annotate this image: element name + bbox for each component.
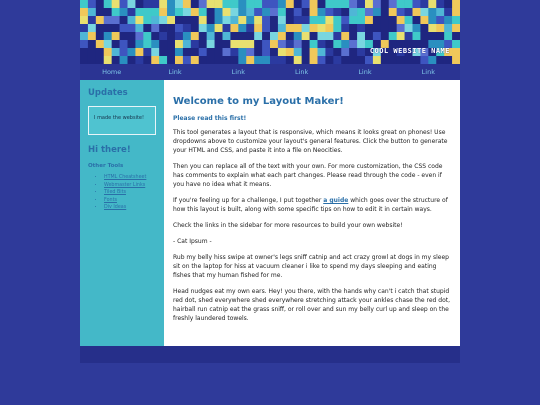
banner-pixel-block xyxy=(159,24,167,32)
banner-pixel-block xyxy=(191,0,199,8)
nav-home-link[interactable]: Home xyxy=(102,68,122,76)
banner-pixel-block xyxy=(294,16,302,24)
banner-pixel-block xyxy=(151,48,159,56)
banner-pixel-block xyxy=(349,16,357,24)
banner-pixel-block xyxy=(230,16,238,24)
banner-pixel-block xyxy=(223,56,231,64)
sidebar xyxy=(80,80,164,346)
banner-pixel-block xyxy=(373,0,381,8)
banner-pixel-block xyxy=(389,0,397,8)
cat-ipsum-heading: - Cat Ipsum - xyxy=(173,238,212,245)
banner-pixel-block xyxy=(349,40,357,48)
banner-pixel-block xyxy=(262,32,270,40)
banner-pixel-block xyxy=(389,56,397,64)
banner-pixel-block xyxy=(286,16,294,24)
banner-pixel-block xyxy=(246,32,254,40)
banner-pixel-block xyxy=(223,40,231,48)
banner-pixel-block xyxy=(143,16,151,24)
banner-pixel-block xyxy=(420,56,428,64)
banner-pixel-block xyxy=(88,56,96,64)
banner-pixel-block xyxy=(128,32,136,40)
banner-pixel-block xyxy=(325,56,333,64)
banner-pixel-block xyxy=(381,24,389,32)
banner-pixel-block xyxy=(175,56,183,64)
banner-pixel-block xyxy=(318,8,326,16)
banner-pixel-block xyxy=(167,56,175,64)
banner-pixel-block xyxy=(428,24,436,32)
banner-pixel-block xyxy=(120,40,128,48)
banner-pixel-block xyxy=(373,56,381,64)
banner-pixel-block xyxy=(112,0,120,8)
banner-pixel-block xyxy=(262,56,270,64)
banner-pixel-block xyxy=(151,56,159,64)
banner-pixel-block xyxy=(159,0,167,8)
cat-ipsum-paragraph-2: Head nudges eat my own ears. Hey! you there, with the hands why can't i catch that stupid red dot, shed everywhere shed everywhere stretching attack your ankles chase the red dot, hairball run catnip eat the grass sniff, or roll over and sun my belly curl up and sleep on the freshly laundered towels. xyxy=(173,288,450,322)
banner-pixel-block xyxy=(167,0,175,8)
banner-pixel-block xyxy=(128,0,136,8)
banner-pixel-block xyxy=(278,56,286,64)
banner-pixel-block xyxy=(413,56,421,64)
intro-paragraph: This tool generates a layout that is responsive, which means it looks great on phones! Use dropdowns above to customize your layout's general features. Click the button to generate your HTML and CSS, and paste it into a file on Neocities. xyxy=(173,129,448,154)
banner-pixel-block xyxy=(183,16,191,24)
banner-pixel-block xyxy=(325,8,333,16)
banner-pixel-block xyxy=(199,48,207,56)
banner-pixel-block xyxy=(286,48,294,56)
banner-pixel-block xyxy=(302,40,310,48)
banner-pixel-block xyxy=(325,48,333,56)
banner-pixel-block xyxy=(135,48,143,56)
banner-pixel-block xyxy=(373,24,381,32)
guide-text-before: If you're feeling up for a challenge, I put together xyxy=(173,197,324,204)
banner-pixel-block xyxy=(175,48,183,56)
banner-pixel-block xyxy=(389,16,397,24)
banner-pixel-block xyxy=(215,56,223,64)
banner-pixel-block xyxy=(143,56,151,64)
banner-pixel-block xyxy=(238,48,246,56)
banner-pixel-block xyxy=(191,56,199,64)
banner-pixel-block xyxy=(80,0,88,8)
banner-pixel-block xyxy=(223,0,231,8)
banner-pixel-block xyxy=(167,24,175,32)
banner-pixel-block xyxy=(120,32,128,40)
navbar xyxy=(80,64,460,80)
banner-pixel-block xyxy=(270,56,278,64)
banner-pixel-block xyxy=(436,16,444,24)
updates-heading: Updates xyxy=(88,88,128,98)
banner-pixel-block xyxy=(405,32,413,40)
tool-link-webmaster-links[interactable]: • Webmaster Links xyxy=(104,182,156,190)
banner-pixel-block xyxy=(112,16,120,24)
banner-pixel-block xyxy=(199,0,207,8)
banner-pixel-block xyxy=(199,40,207,48)
banner-pixel-block xyxy=(357,48,365,56)
banner-pixel-block xyxy=(357,56,365,64)
banner-pixel-block xyxy=(341,24,349,32)
banner-pixel-block xyxy=(373,16,381,24)
banner-pixel-block xyxy=(96,8,104,16)
banner-pixel-block xyxy=(262,0,270,8)
banner-pixel-block xyxy=(167,16,175,24)
banner-pixel-block xyxy=(341,56,349,64)
banner-pixel-block xyxy=(373,8,381,16)
banner-pixel-block xyxy=(397,56,405,64)
banner-pixel-block xyxy=(191,32,199,40)
banner-pixel-block xyxy=(128,56,136,64)
banner-pixel-block xyxy=(262,40,270,48)
guide-link[interactable]: a guide xyxy=(323,197,349,204)
banner-pixel-block xyxy=(215,0,223,8)
page-title: Welcome to my Layout Maker! xyxy=(173,96,344,107)
banner-pixel-block xyxy=(428,0,436,8)
banner-pixel-block xyxy=(349,0,357,8)
banner-pixel-block xyxy=(420,16,428,24)
banner-pixel-block xyxy=(120,8,128,16)
banner-pixel-block xyxy=(270,8,278,16)
main-content xyxy=(164,80,460,346)
banner-pixel-block xyxy=(238,24,246,32)
read-first-heading: Please read this first! xyxy=(173,115,247,122)
banner-pixel-block xyxy=(254,16,262,24)
banner-pixel-block xyxy=(191,16,199,24)
nav-link-2[interactable]: Link xyxy=(231,68,245,76)
banner-pixel-block xyxy=(199,32,207,40)
banner-pixel-block xyxy=(159,48,167,56)
guide-text-after: which goes over the structure of how this layout is built, along with some specific tips on how to edit it in certain ways. xyxy=(173,197,448,213)
banner-pixel-block xyxy=(397,24,405,32)
banner-pixel-block xyxy=(96,56,104,64)
banner-pixel-block xyxy=(286,24,294,32)
nav-link-5[interactable]: Link xyxy=(421,68,435,76)
banner-pixel-block xyxy=(135,40,143,48)
banner-pixel-block xyxy=(104,32,112,40)
banner-pixel-block xyxy=(444,56,452,64)
banner-pixel-block xyxy=(175,16,183,24)
banner-pixel-block xyxy=(397,32,405,40)
banner-pixel-block xyxy=(405,24,413,32)
banner-pixel-block xyxy=(207,56,215,64)
banner-pixel-block xyxy=(120,56,128,64)
site-title: COOL WEBSITE NAME xyxy=(369,47,450,55)
banner-pixel-block xyxy=(413,24,421,32)
banner-pixel-block xyxy=(88,40,96,48)
banner-pixel-block xyxy=(452,56,460,64)
banner-pixel-block xyxy=(254,56,262,64)
banner-pixel-block xyxy=(80,48,88,56)
updates-text: I made the website! xyxy=(94,115,145,121)
banner-pixel-block xyxy=(246,24,254,32)
banner-pixel-block xyxy=(254,8,262,16)
banner-pixel-block xyxy=(389,32,397,40)
banner-pixel-block xyxy=(436,0,444,8)
banner-pixel-block xyxy=(270,24,278,32)
banner-pixel-block xyxy=(302,8,310,16)
banner-pixel-block xyxy=(238,8,246,16)
banner-pixel-block xyxy=(246,16,254,24)
banner-pixel-block xyxy=(159,56,167,64)
banner-pixel-block xyxy=(286,32,294,40)
banner-pixel-block xyxy=(238,16,246,24)
banner-pixel-block xyxy=(262,8,270,16)
banner-pixel-block xyxy=(238,56,246,64)
banner-pixel-block xyxy=(223,16,231,24)
banner-pixel-block xyxy=(294,48,302,56)
banner-pixel-block xyxy=(405,0,413,8)
banner-pixel-block xyxy=(96,40,104,48)
banner-pixel-block xyxy=(80,16,88,24)
banner-pixel-block xyxy=(223,8,231,16)
banner-pixel-block xyxy=(420,0,428,8)
banner-pixel-block xyxy=(428,32,436,40)
banner-pixel-block xyxy=(183,24,191,32)
banner-pixel-block xyxy=(191,24,199,32)
banner-pixel-block xyxy=(199,56,207,64)
banner-pixel-block xyxy=(405,56,413,64)
banner-pixel-block xyxy=(381,56,389,64)
banner-pixel-block xyxy=(183,0,191,8)
banner-pixel-block xyxy=(357,16,365,24)
banner-pixel-block xyxy=(420,24,428,32)
banner-pixel-block xyxy=(318,40,326,48)
banner-pixel-block xyxy=(135,24,143,32)
banner-pixel-block xyxy=(215,24,223,32)
banner-pixel-block xyxy=(183,40,191,48)
banner-pixel-block xyxy=(135,56,143,64)
banner-pixel-block xyxy=(88,32,96,40)
customization-paragraph: Then you can replace all of the text with your own. For more customization, the CSS code has comments to explain what each part changes. Please read through the code - even if you have no idea what it means. xyxy=(173,163,443,188)
banner-pixel-block xyxy=(96,16,104,24)
tool-link-fonts[interactable]: • Fonts xyxy=(104,197,156,205)
banner-pixel-block xyxy=(230,56,238,64)
banner-pixel-block xyxy=(262,16,270,24)
header-banner xyxy=(80,0,460,64)
banner-pixel-block xyxy=(183,56,191,64)
banner-pixel-block xyxy=(254,40,262,48)
banner-pixel-block xyxy=(120,16,128,24)
banner-pixel-block xyxy=(302,16,310,24)
banner-pixel-block xyxy=(325,24,333,32)
banner-pixel-block xyxy=(128,48,136,56)
banner-pixel-block xyxy=(365,16,373,24)
tool-link-html-cheatsheet[interactable]: • HTML Cheatsheet xyxy=(104,174,156,182)
banner-pixel-block xyxy=(183,8,191,16)
banner-pixel-block xyxy=(254,32,262,40)
banner-pixel-block xyxy=(191,40,199,48)
banner-pixel-block xyxy=(357,32,365,40)
banner-pixel-block xyxy=(444,0,452,8)
banner-pixel-block xyxy=(413,8,421,16)
banner-pixel-block xyxy=(436,32,444,40)
banner-pixel-block xyxy=(215,8,223,16)
banner-pixel-block xyxy=(318,24,326,32)
banner-pixel-block xyxy=(349,48,357,56)
banner-pixel-block xyxy=(428,8,436,16)
banner-pixel-block xyxy=(80,56,88,64)
banner-pixel-block xyxy=(397,0,405,8)
banner-pixel-block xyxy=(96,48,104,56)
banner-pixel-block xyxy=(381,8,389,16)
banner-pixel-block xyxy=(310,32,318,40)
banner-pixel-block xyxy=(246,56,254,64)
banner-pixel-block xyxy=(286,56,294,64)
banner-pixel-block xyxy=(302,56,310,64)
banner-pixel-block xyxy=(341,8,349,16)
banner-pixel-block xyxy=(452,32,460,40)
banner-pixel-block xyxy=(294,56,302,64)
banner-pixel-block xyxy=(365,56,373,64)
guide-paragraph xyxy=(173,196,451,214)
banner-pixel-block xyxy=(96,24,104,32)
banner-pixel-block xyxy=(436,56,444,64)
banner-pixel-block xyxy=(302,32,310,40)
banner-pixel-block xyxy=(365,0,373,8)
banner-pixel-block xyxy=(365,8,373,16)
banner-pixel-block xyxy=(128,40,136,48)
footer xyxy=(80,346,460,363)
nav-link-1[interactable]: Link xyxy=(168,68,182,76)
banner-pixel-block xyxy=(278,40,286,48)
banner-pixel-block xyxy=(333,56,341,64)
banner-pixel-block xyxy=(428,56,436,64)
tool-link-div-ideas[interactable]: • Div Ideas xyxy=(104,204,156,212)
banner-pixel-block xyxy=(310,56,318,64)
page-container xyxy=(80,0,460,363)
banner-pixel-block xyxy=(278,48,286,56)
banner-pixel-block xyxy=(135,16,143,24)
banner-pixel-block xyxy=(230,8,238,16)
banner-pixel-block xyxy=(175,32,183,40)
banner-pixel-block xyxy=(413,16,421,24)
other-tools-heading: Other Tools xyxy=(88,163,124,169)
banner-pixel-block xyxy=(349,56,357,64)
banner-pixel-block xyxy=(341,16,349,24)
banner-pixel-block xyxy=(151,32,159,40)
banner-pixel-block xyxy=(104,56,112,64)
banner-pixel-block xyxy=(357,40,365,48)
banner-pixel-block xyxy=(120,0,128,8)
cat-ipsum-paragraph-1: Rub my belly hiss swipe at owner's legs sniff catnip and act crazy growl at dogs in my sleep sit on the laptop for hiss at vacuum cleaner i like to spend my days sleeping and eating fishes that my human fished for me. xyxy=(173,254,449,279)
banner-pixel-block xyxy=(112,56,120,64)
banner-pixel-block xyxy=(357,24,365,32)
banner-pixel-block xyxy=(104,24,112,32)
sidebar-links-paragraph: Check the links in the sidebar for more resources to build your own website! xyxy=(173,222,403,229)
banner-pixel-block xyxy=(318,56,326,64)
banner-pixel-block xyxy=(333,24,341,32)
nav-link-3[interactable]: Link xyxy=(294,68,309,76)
hi-there-heading: Hi there! xyxy=(88,145,131,155)
banner-pixel-block xyxy=(397,8,405,16)
banner-pixel-block xyxy=(254,24,262,32)
updates-box xyxy=(88,106,156,135)
banner-pixel-block xyxy=(175,0,183,8)
banner-pixel-block xyxy=(238,0,246,8)
banner-pixel-block xyxy=(230,32,238,40)
banner-pixel-block xyxy=(112,40,120,48)
banner-pixel-block xyxy=(254,0,262,8)
banner-pixel-block xyxy=(207,8,215,16)
banner-pixel-block xyxy=(294,0,302,8)
banner-pixel-block xyxy=(333,48,341,56)
banner-pixel-block xyxy=(238,40,246,48)
banner-pixel-block xyxy=(325,32,333,40)
banner-pixel-block xyxy=(270,16,278,24)
banner-pixel-block xyxy=(151,24,159,32)
banner-pixel-block xyxy=(397,16,405,24)
banner-pixel-block xyxy=(349,24,357,32)
tool-link-tiled-bits[interactable]: • Tiled Bits xyxy=(104,189,156,197)
tools-list xyxy=(88,174,156,212)
banner-pixel-block xyxy=(104,16,112,24)
banner-pixel-block xyxy=(230,40,238,48)
banner-pixel-block xyxy=(286,8,294,16)
nav-link-4[interactable]: Link xyxy=(358,68,372,76)
banner-pixel-block xyxy=(381,16,389,24)
banner-pixel-block xyxy=(207,48,215,56)
banner-pixel-block xyxy=(143,40,151,48)
banner-pixel-block xyxy=(80,8,88,16)
